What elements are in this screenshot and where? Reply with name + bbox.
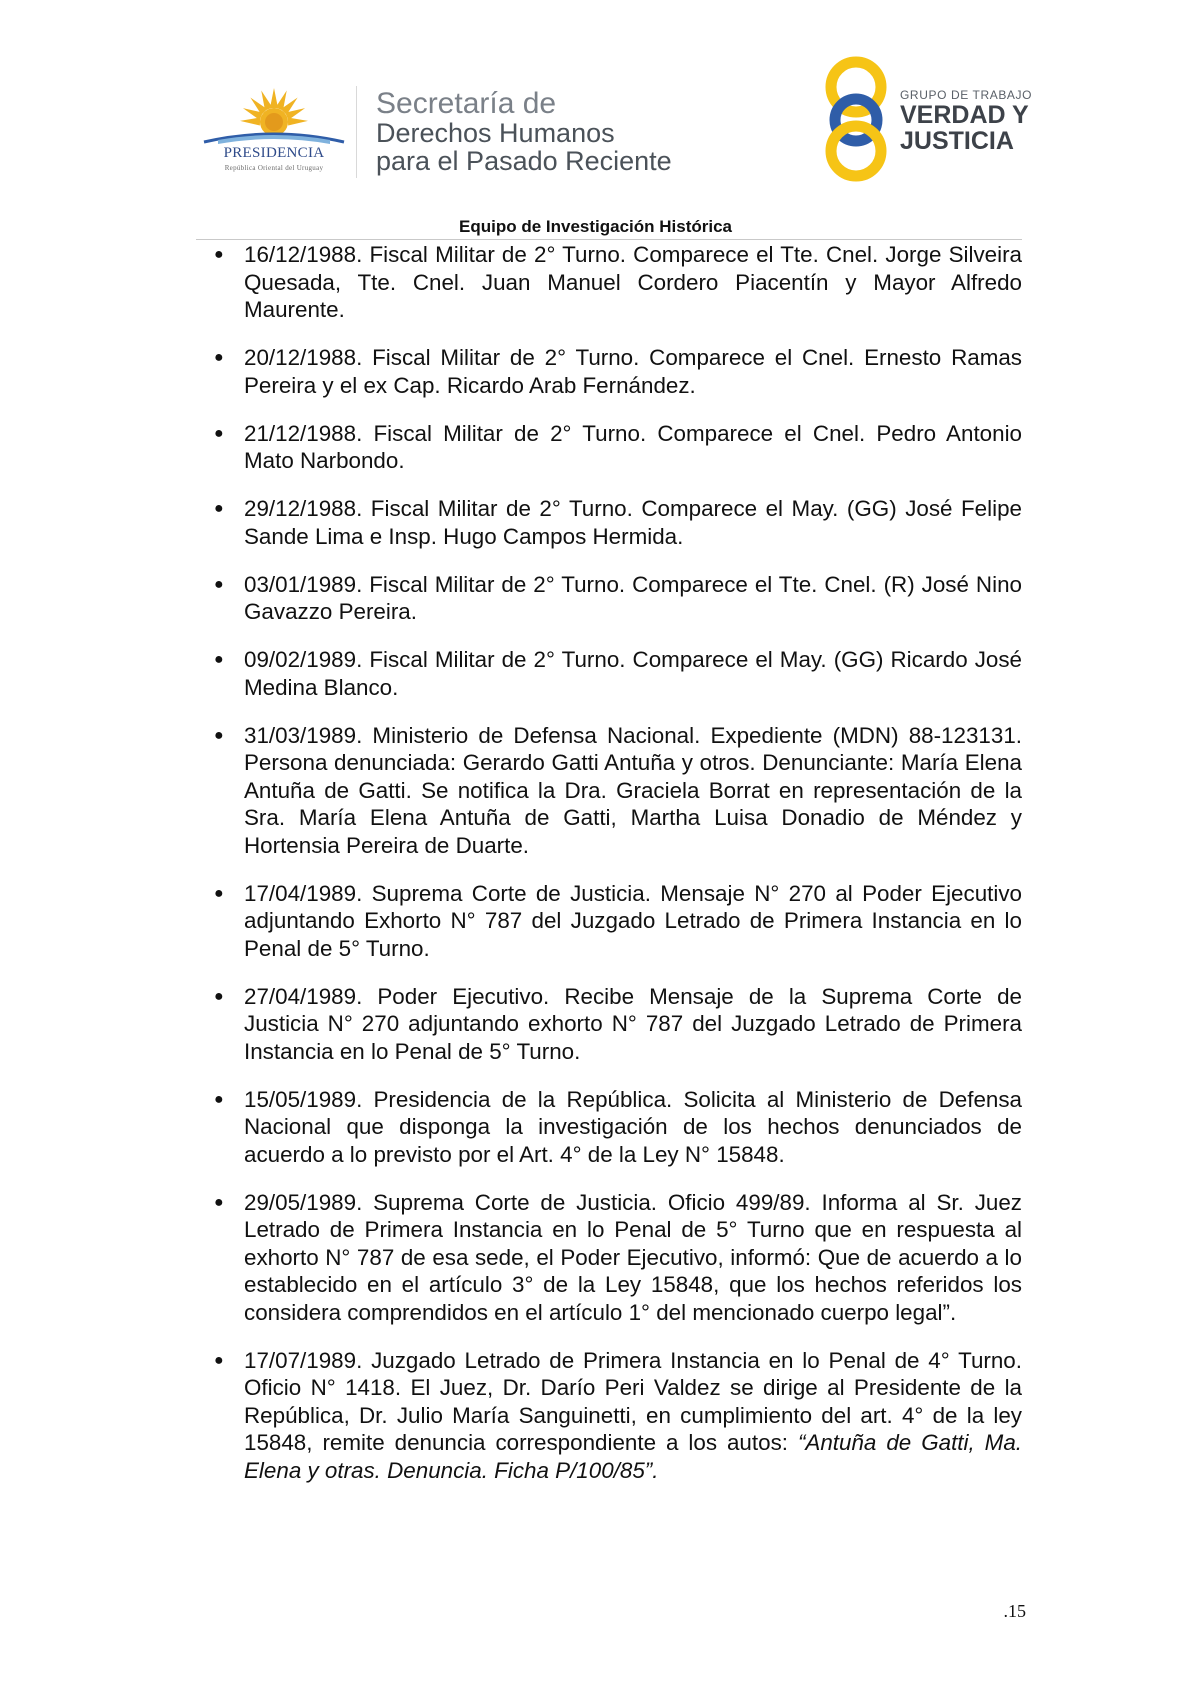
list-item [200, 495, 1022, 550]
presidencia-title: PRESIDENCIA [223, 145, 325, 161]
secretaria-logo-text [376, 88, 672, 175]
entry-text: 17/07/1989. Juzgado Letrado de Primera Instancia en lo Penal de 4° Turno. Oficio N° 1418. El Juez, Dr. Darío Peri Valdez se dirige al Presidente de la República, Dr. Julio María Sanguinetti, en cumplimiento del art. 4° de la ley 15848, remite denuncia correspondiente a los autos: [244, 1347, 1022, 1455]
list-item [200, 1347, 1022, 1485]
entry-text: 29/12/1988. Fiscal Militar de 2° Turno. Comparece el May. (GG) José Felipe Sande Lima e Insp. Hugo Campos Hermida. [244, 496, 1022, 549]
chronology-list [200, 241, 1022, 1505]
entry-text: 27/04/1989. Poder Ejecutivo. Recibe Mensaje de la Suprema Corte de Justicia N° 270 adjuntando exhorto N° 787 del Juzgado Letrado de Primera Instancia en lo Penal de 5° Turno. [244, 983, 1022, 1064]
presidencia-subtitle: República Oriental del Uruguay [224, 164, 324, 172]
entry-text: 03/01/1989. Fiscal Militar de 2° Turno. Comparece el Tte. Cnel. (R) José Nino Gavazzo Pereira. [244, 571, 1022, 624]
entry-text: 21/12/1988. Fiscal Militar de 2° Turno. Comparece el Cnel. Pedro Antonio Mato Narbondo. [244, 420, 1022, 473]
bullet-icon: ● [214, 884, 224, 902]
bullet-icon: ● [214, 987, 224, 1005]
list-item [200, 983, 1022, 1066]
secretaria-line-3: para el Pasado Reciente [376, 146, 672, 176]
entry-text: 15/05/1989. Presidencia de la República. Solicita al Ministerio de Defensa Nacional que disponga la investigación de los hechos denunciados de acuerdo a lo previsto por el Art. 4° de la Ley N° 15848. [244, 1086, 1022, 1167]
bullet-icon: ● [214, 500, 224, 517]
list-item [200, 646, 1022, 701]
bullet-icon: ● [214, 1090, 224, 1108]
bullet-icon: ● [214, 1193, 224, 1211]
bullet-icon: ● [214, 424, 224, 442]
list-item [200, 722, 1022, 860]
list-item [200, 420, 1022, 475]
gtvj-line-3: JUSTICIA [900, 127, 1014, 155]
bullet-icon: ● [214, 349, 224, 366]
bullet-icon: ● [214, 246, 224, 263]
secretaria-line-2: Derechos Humanos [376, 118, 615, 148]
page-header [0, 0, 1191, 240]
verdad-justicia-text [900, 88, 1032, 154]
entry-text: 31/03/1989. Ministerio de Defensa Nacional. Expediente (MDN) 88-123131. Persona denunciada: Gerardo Gatti Antuña y otros. Denunciante: María Elena Antuña de Gatti. Se notifica la Dra. Graciela Borrat en representación de la Sra. María Elena Antuña de Gatti, Martha Luisa Donadio de Méndez y Hortensia Pereira de Duarte. [244, 722, 1022, 858]
list-item [200, 1086, 1022, 1169]
list-item [200, 571, 1022, 626]
bullet-icon: ● [214, 1351, 224, 1369]
entry-text: 20/12/1988. Fiscal Militar de 2° Turno. Comparece el Cnel. Ernesto Ramas Pereira y el ex Cap. Ricardo Arab Fernández. [244, 345, 1022, 398]
list-item [200, 1189, 1022, 1327]
gtvj-line-2: VERDAD Y [900, 101, 1029, 129]
bullet-icon: ● [214, 651, 224, 668]
secretaria-line-1: Secretaría de [376, 87, 557, 120]
verdad-justicia-rings-logo [818, 56, 894, 182]
case-title: “Antuña de Gatti, Ma. Elena y otras. Denuncia. Ficha P/100/85”. [244, 1430, 1022, 1483]
page-number: .15 [1003, 1601, 1026, 1621]
list-item [200, 880, 1022, 963]
entry-text: 16/12/1988. Fiscal Militar de 2° Turno. Comparece el Tte. Cnel. Jorge Silveira Quesada, Tte. Cnel. Juan Manuel Cordero Piacentín y Mayor Alfredo Maurente. [244, 242, 1022, 322]
gtvj-line-1: GRUPO DE TRABAJO [900, 88, 1033, 102]
bullet-icon: ● [214, 575, 224, 593]
entry-text: 29/05/1989. Suprema Corte de Justicia. Oficio 499/89. Informa al Sr. Juez Letrado de Primera Instancia en lo Penal de 5° Turno que en respuesta al exhorto N° 787 de esa sede, el Poder Ejecutivo, informó: Que de acuerdo a lo establecido en el artículo 3° de la Ley 15848, que los hechos referidos los considera comprendidos en el artículo 1° del mencionado cuerpo legal”. [244, 1189, 1022, 1325]
team-label: Equipo de Investigación Histórica [459, 217, 732, 236]
entry-text: 17/04/1989. Suprema Corte de Justicia. Mensaje N° 270 al Poder Ejecutivo adjuntando Exhorto N° 787 del Juzgado Letrado de Primera Instancia en lo Penal de 5° Turno. [244, 880, 1022, 961]
entry-text: 09/02/1989. Fiscal Militar de 2° Turno. Comparece el May. (GG) Ricardo José Medina Blanco. [244, 647, 1022, 700]
list-item [200, 241, 1022, 324]
header-divider [356, 86, 357, 178]
header-rule [196, 239, 1022, 240]
list-item [200, 344, 1022, 399]
bullet-icon: ● [214, 726, 224, 744]
